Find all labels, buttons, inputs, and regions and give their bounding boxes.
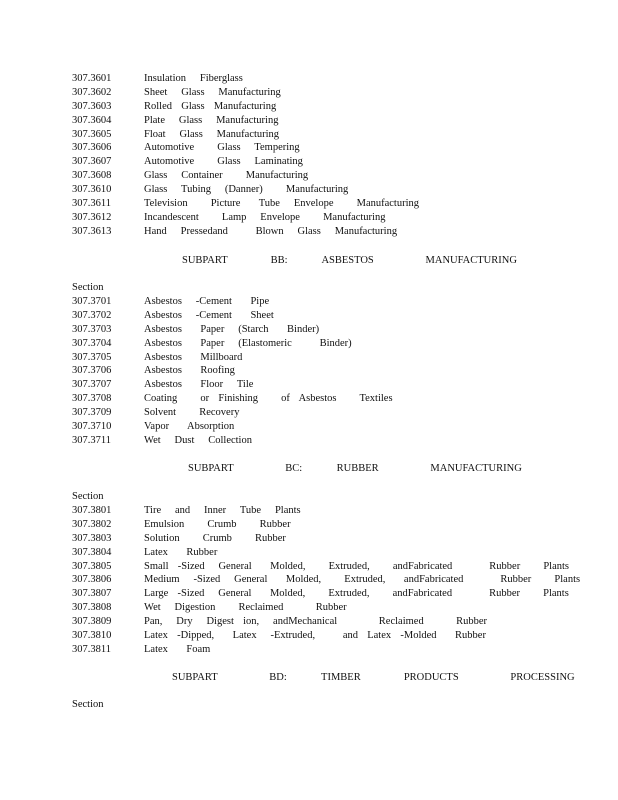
section-title: Asbestos Millboard <box>144 351 243 363</box>
section-number: 307.3604 <box>72 114 112 126</box>
section-number: 307.3610 <box>72 184 112 196</box>
section-title: Latex Rubber <box>144 546 218 558</box>
section-number: 307.3711 <box>72 434 111 446</box>
section-number: 307.3601 <box>72 73 112 84</box>
section-title: Float Glass Manufacturing <box>144 128 280 140</box>
section-title: Emulsion Crumb Rubber <box>144 518 291 530</box>
section-title: Medium -Sized General Molded, Extruded, andFabricated Rubber Plants <box>144 574 581 586</box>
list-item <box>72 323 552 337</box>
section-title: Pan, Dry Digest ion, andMechanical Reclaimed Rubber <box>144 616 487 628</box>
list-item <box>72 504 552 518</box>
section-number: 307.3611 <box>72 198 111 210</box>
list-item <box>72 309 552 323</box>
list-item <box>72 114 552 128</box>
section-title: Latex Foam <box>144 643 211 655</box>
section-title: Latex -Dipped, Latex -Extruded, and Latex -Molded Rubber <box>144 630 486 642</box>
section-number: 307.3708 <box>72 393 112 405</box>
section-number: 307.3807 <box>72 588 112 600</box>
section-title: Automotive Glass Laminating <box>144 156 303 168</box>
section-number: 307.3801 <box>72 505 112 516</box>
section-title: Asbestos Paper (Elastomeric Binder) <box>144 337 352 349</box>
section-title: Plate Glass Manufacturing <box>144 114 279 126</box>
list-item <box>72 169 552 183</box>
list-item <box>72 72 552 86</box>
section-list-glass <box>72 72 552 239</box>
section-title: Sheet Glass Manufacturing <box>144 86 281 98</box>
section-number: 307.3805 <box>72 560 112 572</box>
list-item <box>72 295 552 309</box>
list-item <box>72 364 552 378</box>
section-title: Tire and Inner Tube Plants <box>144 505 301 516</box>
section-number: 307.3706 <box>72 365 112 377</box>
section-number: 307.3607 <box>72 156 112 168</box>
section-number: 307.3710 <box>72 421 112 433</box>
section-number: 307.3811 <box>72 643 111 655</box>
list-item <box>72 573 581 587</box>
list-item <box>72 183 552 197</box>
section-number: 307.3808 <box>72 602 112 614</box>
subpart-heading-bd: SUBPART BD: TIMBER PRODUCTS PROCESSING <box>172 672 575 683</box>
list-item <box>72 518 552 532</box>
section-number: 307.3605 <box>72 128 112 140</box>
list-item <box>72 615 552 629</box>
section-number: 307.3804 <box>72 546 112 558</box>
section-title: Asbestos Floor Tile <box>144 379 254 391</box>
section-number: 307.3606 <box>72 142 112 154</box>
list-item <box>72 406 552 420</box>
list-item <box>72 420 552 434</box>
section-title: Insulation Fiberglass <box>144 73 243 84</box>
list-item <box>72 629 552 643</box>
list-item <box>72 392 552 406</box>
section-label: Section <box>72 699 104 710</box>
list-item <box>72 546 552 560</box>
list-item <box>72 155 552 169</box>
section-title: Vapor Absorption <box>144 421 235 433</box>
section-title: Coating or Finishing of Asbestos Textiles <box>144 393 393 405</box>
list-item <box>72 225 552 239</box>
list-item <box>72 532 552 546</box>
section-label: Section <box>72 491 104 502</box>
section-number: 307.3602 <box>72 86 112 98</box>
list-item <box>72 211 552 225</box>
section-number: 307.3709 <box>72 407 112 419</box>
section-number: 307.3803 <box>72 532 112 544</box>
section-list-asbestos <box>72 295 552 448</box>
section-number: 307.3701 <box>72 296 112 307</box>
list-item <box>72 560 570 574</box>
section-title: Incandescent Lamp Envelope Manufacturing <box>144 211 386 223</box>
list-item <box>72 587 569 601</box>
list-item <box>72 378 552 392</box>
section-title: Solution Crumb Rubber <box>144 532 286 544</box>
section-title: Glass Tubing (Danner) Manufacturing <box>144 184 349 196</box>
subpart-heading-bb: SUBPART BB: ASBESTOS MANUFACTURING <box>182 255 517 266</box>
section-title: Asbestos Roofing <box>144 365 235 377</box>
section-number: 307.3809 <box>72 616 112 628</box>
section-title: Television Picture Tube Envelope Manufacturing <box>144 198 420 210</box>
list-item <box>72 434 552 448</box>
section-title: Hand Pressedand Blown Glass Manufacturing <box>144 225 398 237</box>
section-title: Asbestos -Cement Pipe <box>144 296 270 307</box>
section-number: 307.3608 <box>72 170 112 182</box>
section-title: Glass Container Manufacturing <box>144 170 309 182</box>
list-item <box>72 601 552 615</box>
section-number: 307.3806 <box>72 574 112 586</box>
list-item <box>72 100 552 114</box>
list-item <box>72 197 552 211</box>
list-item <box>72 128 552 142</box>
section-list-rubber <box>72 504 581 657</box>
section-number: 307.3707 <box>72 379 112 391</box>
section-title: Asbestos Paper (Starch Binder) <box>144 323 320 335</box>
list-item <box>72 141 552 155</box>
section-number: 307.3612 <box>72 211 112 223</box>
section-title: Solvent Recovery <box>144 407 240 419</box>
section-title: Large -Sized General Molded, Extruded, andFabricated Rubber Plants <box>144 588 569 600</box>
section-number: 307.3704 <box>72 337 112 349</box>
section-title: Wet Digestion Reclaimed Rubber <box>144 602 347 614</box>
section-title: Automotive Glass Tempering <box>144 142 300 154</box>
list-item <box>72 351 552 365</box>
section-title: Small -Sized General Molded, Extruded, andFabricated Rubber Plants <box>144 560 570 572</box>
subpart-heading-bc: SUBPART BC: RUBBER MANUFACTURING <box>188 463 522 474</box>
section-title: Asbestos -Cement Sheet <box>144 309 274 321</box>
list-item <box>72 86 552 100</box>
section-number: 307.3613 <box>72 225 112 237</box>
section-title: Rolled Glass Manufacturing <box>144 100 277 112</box>
list-item <box>72 643 552 657</box>
section-number: 307.3810 <box>72 630 112 642</box>
section-number: 307.3802 <box>72 518 112 530</box>
section-number: 307.3603 <box>72 100 112 112</box>
section-number: 307.3702 <box>72 309 112 321</box>
section-number: 307.3703 <box>72 323 112 335</box>
list-item <box>72 337 552 351</box>
section-number: 307.3705 <box>72 351 112 363</box>
section-label: Section <box>72 282 104 293</box>
section-title: Wet Dust Collection <box>144 434 252 446</box>
